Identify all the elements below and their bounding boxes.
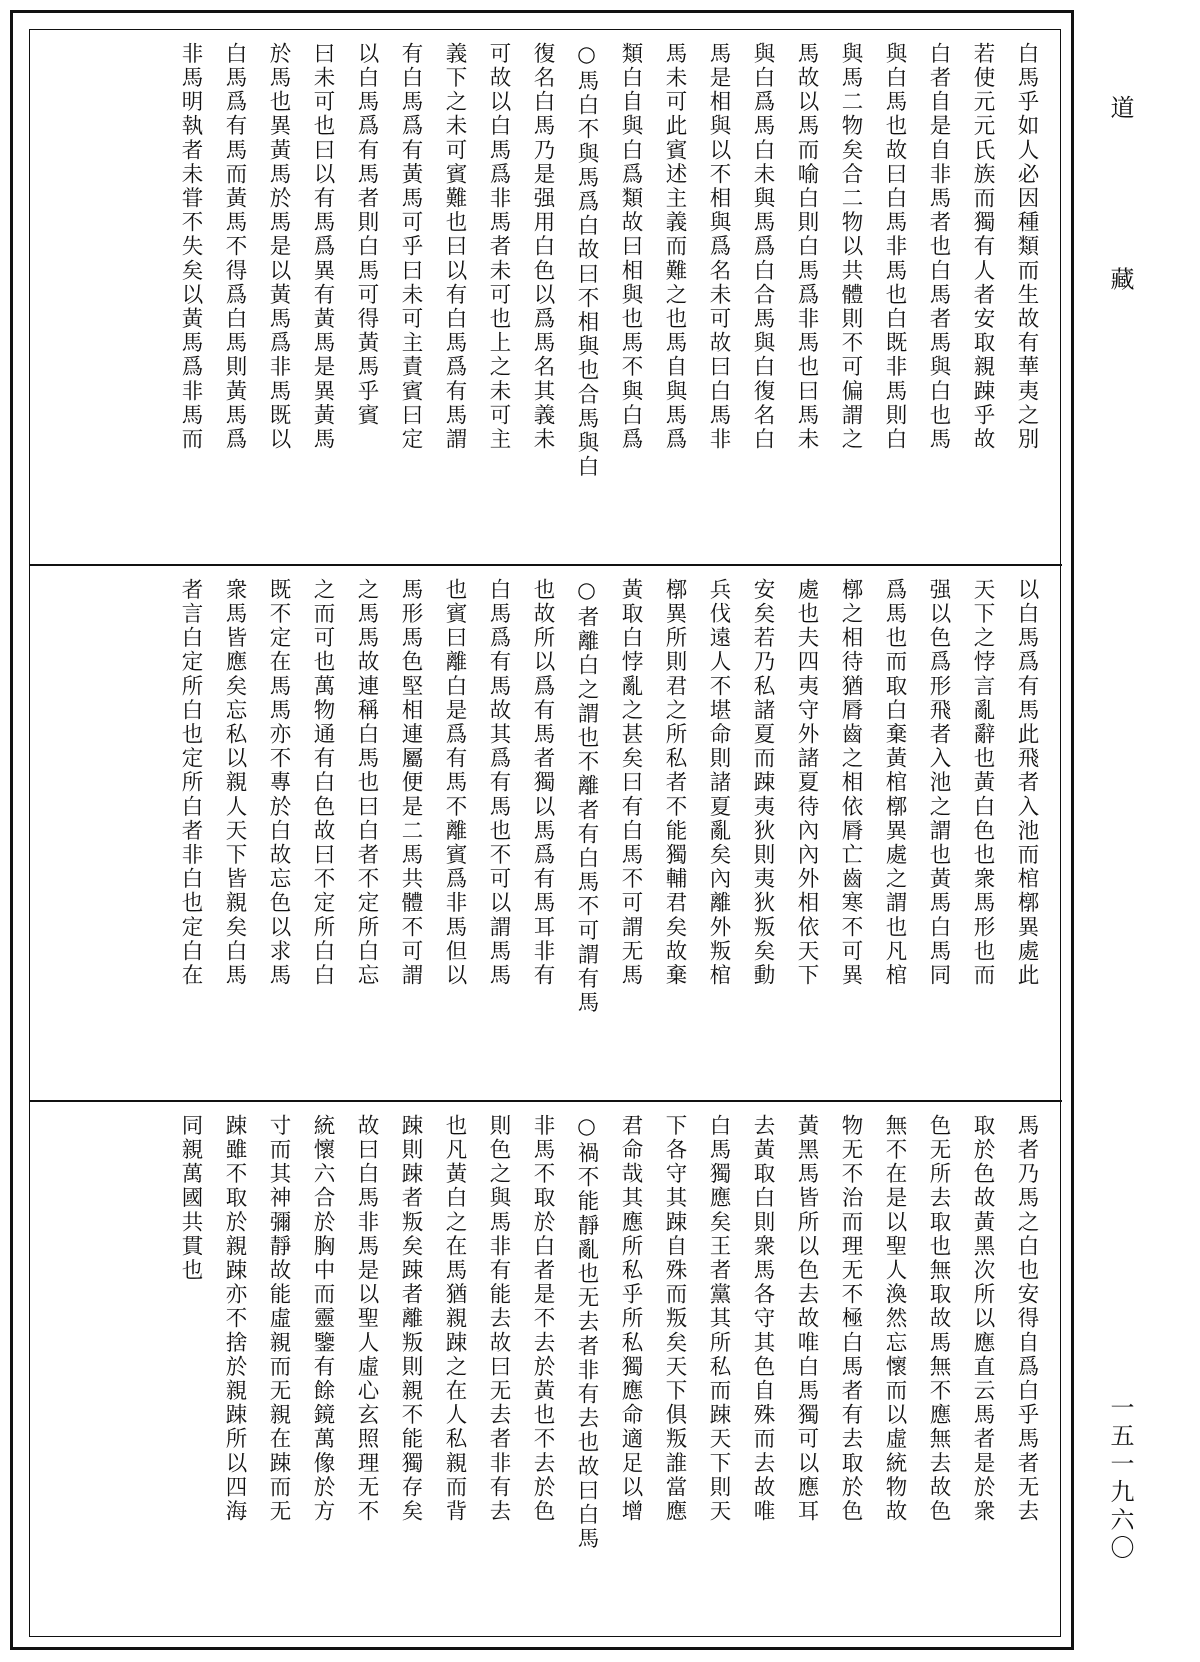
text-panel-middle — [30, 566, 1062, 1100]
text-column: 者言白定所白也定所白者非白也定白在 — [178, 578, 203, 988]
text-column: 寸而其神彌靜故能虛親而无親在踈而无 — [266, 1114, 291, 1524]
book-title: 道 藏 — [1106, 95, 1134, 361]
text-column: 曰未可也曰以有馬爲異有黃馬是異黃馬 — [310, 42, 335, 452]
text-column: 既不定在馬馬亦不專於白故忘色以求馬 — [266, 578, 291, 988]
text-column: 天下之悖言亂辭也黃白色也衆馬形也而 — [970, 578, 995, 988]
text-column: 統懷六合於胸中而靈鑒有餘鏡萬像於方 — [310, 1114, 335, 1524]
text-column: 白馬爲有馬故其爲有馬也不可以謂馬馬 — [486, 578, 511, 988]
text-column: 黃取白悖亂之甚矣曰有白馬不可謂无馬 — [618, 578, 643, 988]
text-column: 之馬馬故連稱白馬也曰白者不定所白忘 — [354, 578, 379, 988]
text-column: 槨之相待猶脣齒之相依脣亡齒寒不可異 — [838, 578, 863, 988]
text-column: 同親萬國共貫也 — [178, 1114, 203, 1283]
text-column: 兵伐遠人不堪命則諸夏亂矣內離外叛棺 — [706, 578, 731, 988]
text-column: 爲馬也而取白棄黃棺槨異處之謂也凡棺 — [882, 578, 907, 988]
text-column: 馬形馬色堅相連屬便是二馬共體不可謂 — [398, 578, 423, 988]
text-column: 馬故以馬而喻白則白馬爲非馬也曰馬未 — [794, 42, 819, 452]
text-column: ○禍不能靜亂也无去者非有去也故曰白馬 — [574, 1114, 599, 1552]
text-column: 君命哉其應所私乎所私獨應命適足以增 — [618, 1114, 643, 1524]
text-column: 踈雖不取於親踈亦不捨於親踈所以四海 — [222, 1114, 247, 1524]
text-column: 去黃取白則衆馬各守其色自殊而去故唯 — [750, 1114, 775, 1524]
text-column: 於馬也異黃馬於馬是以黃馬爲非馬既以 — [266, 42, 291, 452]
text-column: 馬者乃馬之白也安得自爲白乎馬者无去 — [1014, 1114, 1039, 1524]
text-column: 則色之與馬非有能去故曰无去者非有去 — [486, 1114, 511, 1524]
text-column: 黃黑馬皆所以色去故唯白馬獨可以應耳 — [794, 1114, 819, 1524]
text-column: 强以色爲形飛者入池之謂也黃馬白馬同 — [926, 578, 951, 988]
text-column: 槨異所則君之所私者不能獨輔君矣故棄 — [662, 578, 687, 988]
text-column: ○者離白之謂也不離者有白馬不可謂有馬 — [574, 578, 599, 1016]
text-column: 以白馬爲有馬此飛者入池而棺槨異處此 — [1014, 578, 1039, 988]
text-column: 復名白馬乃是强用白色以爲馬名其義未 — [530, 42, 555, 452]
text-column: 以白馬爲有馬者則白馬可得黃馬乎賓 — [354, 42, 379, 428]
text-column: 白馬爲有馬而黃馬不得爲白馬則黃馬爲 — [222, 42, 247, 452]
text-block — [29, 29, 1061, 1637]
text-column: 白馬乎如人必因種類而生故有華夷之別 — [1014, 42, 1039, 452]
text-column: ○馬白不與馬爲白故曰不相與也合馬與白 — [574, 42, 599, 480]
text-column: 馬是相與以不相與爲名未可故曰白馬非 — [706, 42, 731, 452]
text-column: 非馬明執者未甞不失矣以黃馬爲非馬而 — [178, 42, 203, 452]
page-number: 一五一九六〇 — [1106, 1395, 1134, 1563]
text-column: 馬未可此賓述主義而難之也馬自與馬爲 — [662, 42, 687, 452]
text-column: 與白爲馬白未與馬爲白合馬與白復名白 — [750, 42, 775, 452]
text-column: 白者自是自非馬者也白馬者馬與白也馬 — [926, 42, 951, 452]
text-column: 衆馬皆應矣忘私以親人天下皆親矣白馬 — [222, 578, 247, 988]
text-column: 取於色故黃黑次所以應直云馬者是於衆 — [970, 1114, 995, 1524]
text-column: 與白馬也故曰白馬非馬也白既非馬則白 — [882, 42, 907, 452]
text-column: 義下之未可賓難也曰以有白馬爲有馬謂 — [442, 42, 467, 452]
text-column: 物无不治而理无不極白馬者有去取於色 — [838, 1114, 863, 1524]
text-column: 若使元元氏族而獨有人者安取親踈乎故 — [970, 42, 995, 452]
text-column: 色无所去取也無取故馬無不應無去故色 — [926, 1114, 951, 1524]
text-column: 也故所以爲有馬者獨以馬爲有馬耳非有 — [530, 578, 555, 988]
text-column: 處也夫四夷守外諸夏待內內外相依天下 — [794, 578, 819, 988]
text-column: 類白自與白爲類故曰相與也馬不與白爲 — [618, 42, 643, 452]
page-frame — [10, 10, 1074, 1650]
text-column: 安矣若乃私諸夏而踈夷狄則夷狄叛矣動 — [750, 578, 775, 988]
text-column: 故曰白馬非馬是以聖人虛心玄照理无不 — [354, 1114, 379, 1524]
text-column: 下各守其踈自殊而叛矣天下俱叛誰當應 — [662, 1114, 687, 1524]
text-column: 踈則踈者叛矣踈者離叛則親不能獨存矣 — [398, 1114, 423, 1524]
text-column: 無不在是以聖人渙然忘懷而以虛統物故 — [882, 1114, 907, 1524]
text-panel-top — [30, 30, 1062, 564]
text-column: 也賓曰離白是爲有馬不離賓爲非馬但以 — [442, 578, 467, 988]
text-column: 有白馬爲有黃馬可乎曰未可主責賓曰定 — [398, 42, 423, 452]
text-column: 白馬獨應矣王者黨其所私而踈天下則天 — [706, 1114, 731, 1524]
text-column: 與馬二物矣合二物以共體則不可偏謂之 — [838, 42, 863, 452]
text-column: 非馬不取於白者是不去於黃也不去於色 — [530, 1114, 555, 1524]
text-column: 可故以白馬爲非馬者未可也上之未可主 — [486, 42, 511, 452]
text-panel-bottom — [30, 1102, 1062, 1636]
text-column: 也凡黃白之在馬猶親踈之在人私親而背 — [442, 1114, 467, 1524]
text-column: 之而可也萬物通有白色故曰不定所白白 — [310, 578, 335, 988]
